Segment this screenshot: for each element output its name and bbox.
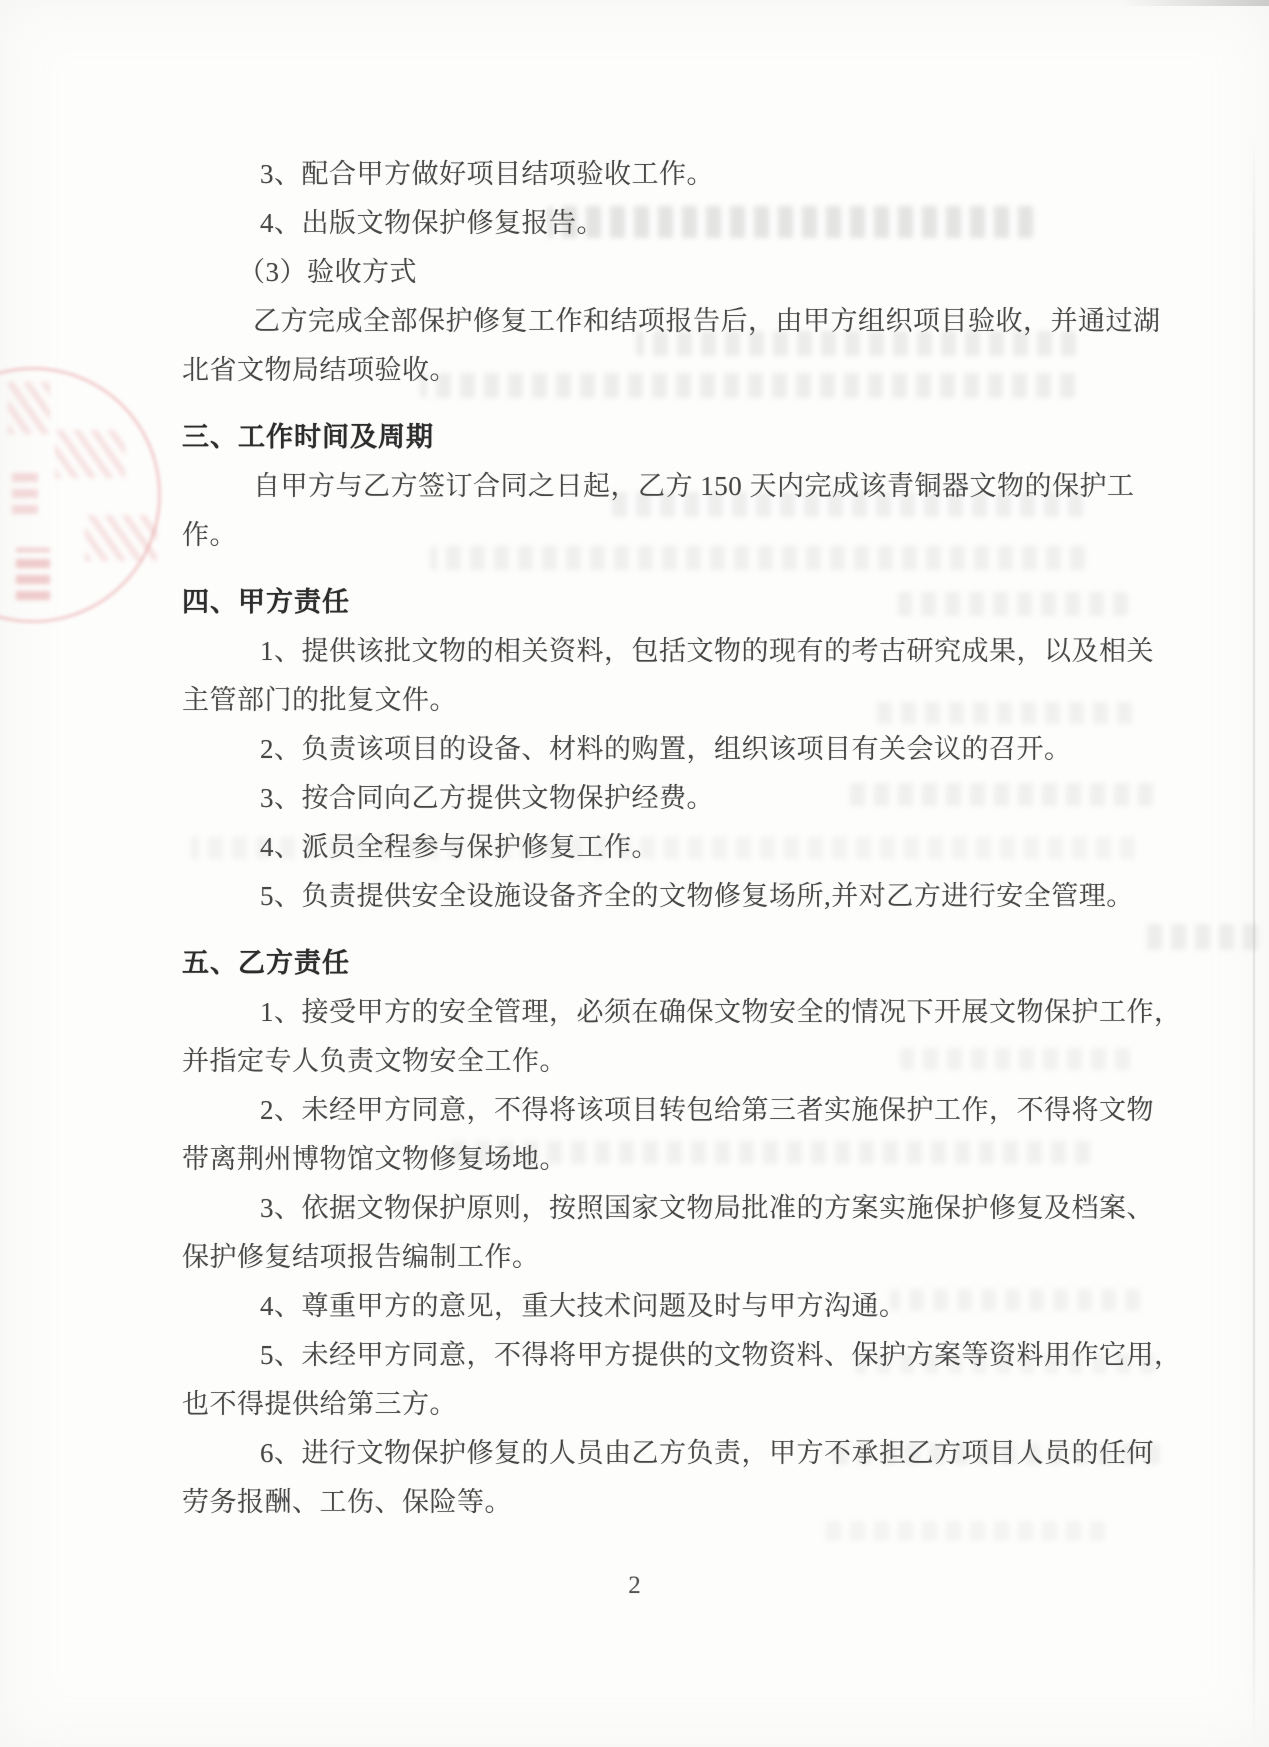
text-line: 劳务报酬、工伤、保险等。 <box>182 1487 512 1517</box>
text-line: 2、未经甲方同意，不得将该项目转包给第三者实施保护工作，不得将文物 <box>260 1095 1154 1125</box>
text-line: 3、按合同向乙方提供文物保护经费。 <box>260 783 714 813</box>
section-heading: 三、工作时间及周期 <box>182 422 434 452</box>
text-line: 主管部门的批复文件。 <box>182 685 457 715</box>
seal-glyph-mark <box>12 470 38 514</box>
text-line: 乙方完成全部保护修复工作和结项报告后，由甲方组织项目验收，并通过湖 <box>253 306 1161 336</box>
text-line: 2、负责该项目的设备、材料的购置，组织该项目有关会议的召开。 <box>260 734 1072 764</box>
text-line: 4、派员全程参与保护修复工作。 <box>260 832 659 862</box>
seal-glyph-mark <box>55 430 125 478</box>
text-line: 自甲方与乙方签订合同之日起，乙方 150 天内完成该青铜器文物的保护工 <box>253 471 1135 501</box>
text-line: 5、未经甲方同意，不得将甲方提供的文物资料、保护方案等资料用作它用， <box>260 1340 1182 1370</box>
contract-body <box>182 150 1182 1527</box>
text-line: （3）验收方式 <box>238 257 417 287</box>
seal-glyph-mark <box>8 382 50 434</box>
text-line: 1、提供该批文物的相关资料，包括文物的现有的考古研究成果，以及相关 <box>260 636 1154 666</box>
text-line: 3、配合甲方做好项目结项验收工作。 <box>260 159 714 189</box>
text-line: 1、接受甲方的安全管理，必须在确保文物安全的情况下开展文物保护工作， <box>260 997 1182 1027</box>
text-line: 3、依据文物保护原则，按照国家文物局批准的方案实施保护修复及档案、 <box>260 1193 1154 1223</box>
text-line: 4、尊重甲方的意见，重大技术问题及时与甲方沟通。 <box>260 1291 907 1321</box>
text-line: 5、负责提供安全设施设备齐全的文物修复场所,并对乙方进行安全管理。 <box>260 881 1134 911</box>
text-line: 北省文物局结项验收。 <box>182 355 457 385</box>
text-line: 作。 <box>182 520 237 550</box>
text-line: 6、进行文物保护修复的人员由乙方负责，甲方不承担乙方项目人员的任何 <box>260 1438 1154 1468</box>
section-heading: 五、乙方责任 <box>182 948 350 978</box>
text-line: 并指定专人负责文物安全工作。 <box>182 1046 567 1076</box>
text-line: 4、出版文物保护修复报告。 <box>260 208 604 238</box>
page-number: 2 <box>628 1572 641 1599</box>
text-line: 带离荆州博物馆文物修复场地。 <box>182 1144 567 1174</box>
scan-edge-shade <box>1119 0 1269 6</box>
text-line: 也不得提供给第三方。 <box>182 1389 457 1419</box>
text-line: 保护修复结项报告编制工作。 <box>182 1242 540 1272</box>
section-heading: 四、甲方责任 <box>182 587 350 617</box>
seal-glyph-mark <box>85 515 157 561</box>
seal-glyph-mark <box>16 548 50 600</box>
bleedthrough-artifact <box>1140 924 1258 950</box>
